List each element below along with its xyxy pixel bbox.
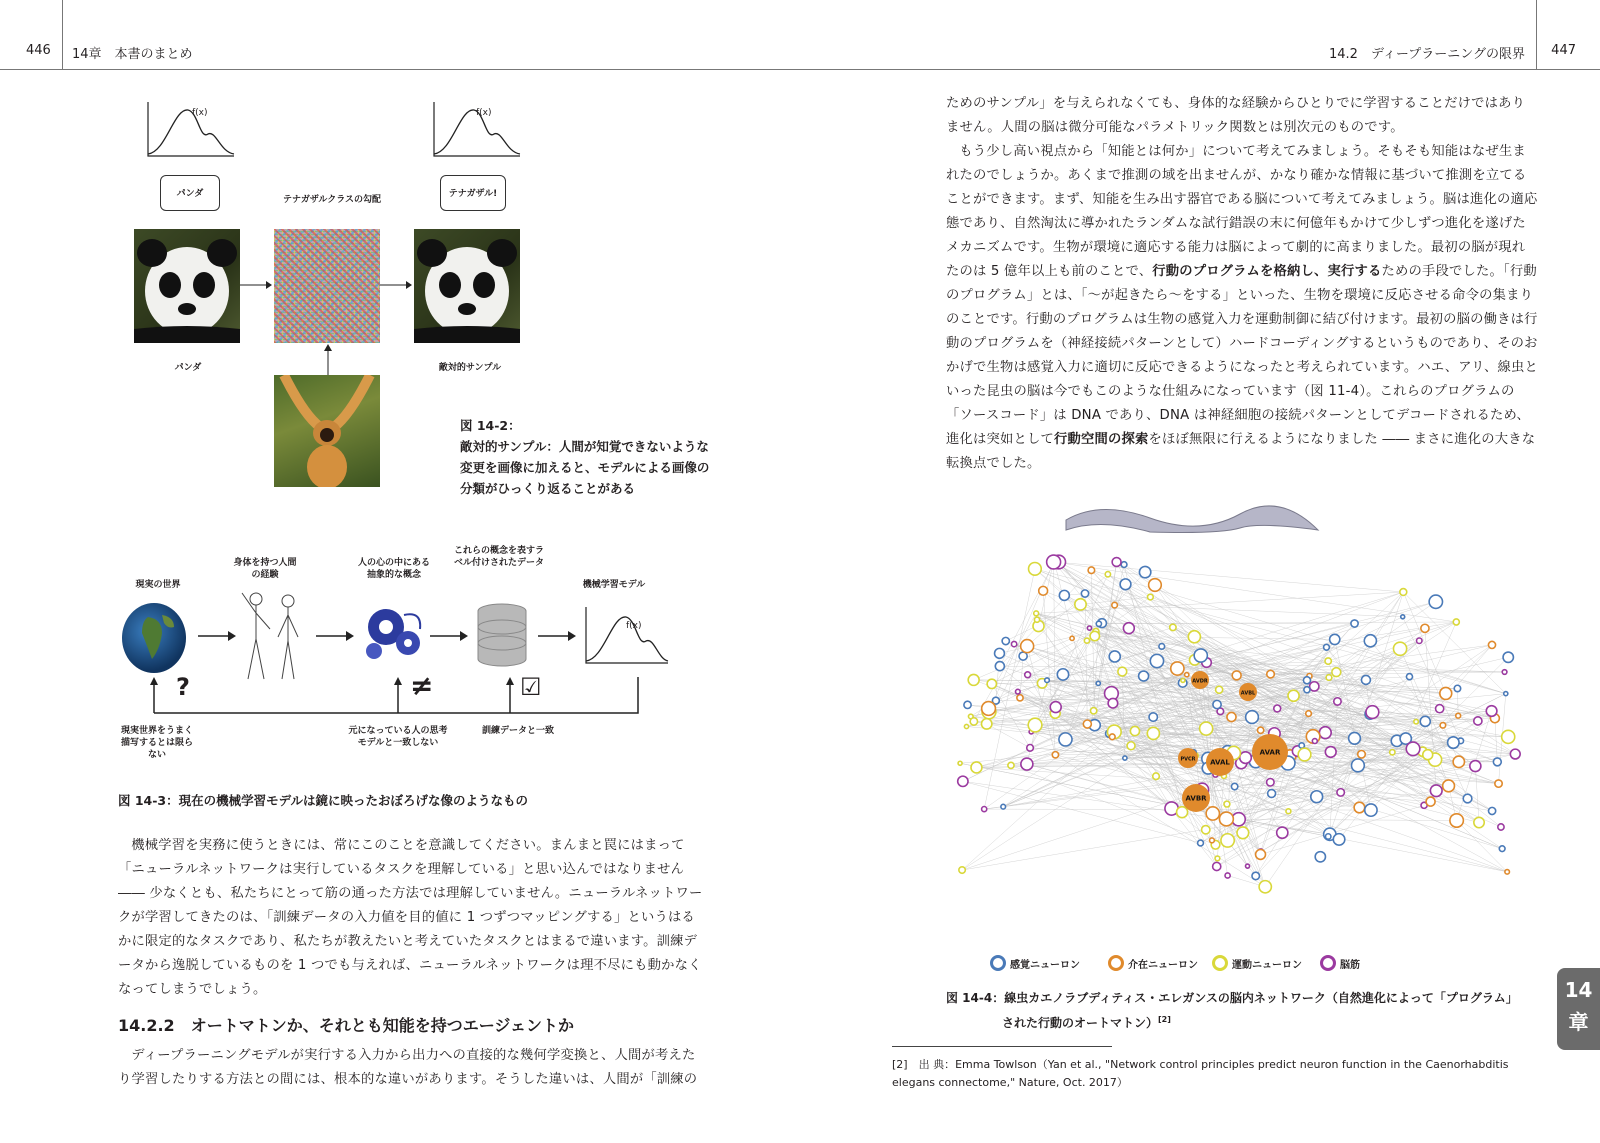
bold-behavior-space: 行動空間の探索 (1053, 432, 1149, 447)
figure-14-2-caption: 図 14-2： 敵対的サンプル：人間が知覚できないような変更を画像に加えると、モデルによる画像の分類がひっくり返ることがある (460, 418, 710, 496)
network-node (1118, 667, 1127, 676)
network-node (1008, 762, 1014, 768)
network-node (995, 648, 1005, 658)
network-node (1011, 641, 1016, 646)
network-node (1252, 872, 1260, 880)
network-node (1274, 705, 1281, 712)
network-node (1159, 644, 1165, 650)
network-node (1224, 801, 1230, 807)
network-node (1096, 681, 1100, 685)
network-node (1083, 720, 1091, 728)
legend-muscle: 脳筋 (1320, 955, 1360, 971)
network-node (1406, 742, 1420, 756)
network-node (964, 701, 971, 708)
network-node (1219, 812, 1233, 826)
network-node (1108, 698, 1118, 708)
network-node (1333, 834, 1345, 846)
network-node (1240, 752, 1252, 764)
network-node (1237, 827, 1249, 839)
gibbon-image (274, 375, 380, 487)
network-node (1286, 809, 1291, 814)
network-node (1259, 881, 1271, 893)
panda-image (134, 229, 240, 343)
network-node (1215, 856, 1220, 861)
network-node (1306, 711, 1312, 717)
network-node (1311, 791, 1323, 803)
network-node (1426, 797, 1435, 806)
network-node (1498, 824, 1504, 830)
network-node (1029, 562, 1042, 575)
left-chapter-title: 14章 本書のまとめ (72, 47, 193, 62)
check-icon: ☑ (520, 673, 542, 701)
label-match-training: 訓練データと一致 (481, 726, 554, 736)
figure-14-3-caption: 図 14-3：現在の機械学習モデルは鏡に映ったおぼろげな像のようなもの (118, 793, 529, 808)
footnote-rule (892, 1046, 1112, 1047)
network-node (1090, 631, 1099, 640)
network-node (1443, 780, 1455, 792)
network-node (1150, 654, 1163, 667)
network-node (1267, 778, 1275, 786)
network-node (1400, 589, 1407, 596)
worm-image (1060, 496, 1320, 546)
network-node (1488, 641, 1495, 648)
network-node (1365, 804, 1377, 816)
network-node (1315, 852, 1325, 862)
network-node (1393, 642, 1406, 655)
network-node (1123, 623, 1134, 634)
label-real-world: 現実の世界 (135, 580, 181, 590)
bold-behavior-program: 行動のプログラムを格納し、実行する (1152, 264, 1382, 279)
network-node (1417, 638, 1423, 644)
bubble-gibbon: テナガザル! (440, 175, 506, 211)
network-node (1502, 730, 1515, 743)
neural-network-graph (940, 552, 1540, 932)
network-node (1505, 870, 1510, 875)
network-node (1406, 674, 1412, 680)
right-header (800, 0, 1600, 70)
network-node (1216, 686, 1223, 693)
network-node (1463, 794, 1472, 803)
network-node (1147, 727, 1159, 739)
network-node (1510, 749, 1520, 759)
footnote-text: [2] 出 典：Emma Towlson（Yan et al., "Network control principles predict neuron function in the Caenorhabditis elegans connectome," Nature, Oct. 2017） (892, 1058, 1509, 1089)
network-node (1351, 620, 1358, 627)
network-node (1354, 802, 1365, 813)
network-node (1489, 807, 1496, 814)
network-node (1109, 734, 1115, 740)
network-node (1139, 566, 1150, 577)
network-node (1130, 726, 1139, 735)
network-node (1364, 635, 1376, 647)
footnote-ref[interactable]: [2] (1158, 1015, 1171, 1024)
network-node (1332, 668, 1341, 677)
network-node (1267, 670, 1275, 678)
network-node (1084, 638, 1089, 643)
network-node (1059, 590, 1069, 600)
network-node (981, 719, 991, 729)
network-node (1127, 742, 1135, 750)
network-node (1334, 698, 1341, 705)
network-node (1303, 677, 1310, 684)
network-node (1096, 621, 1101, 626)
network-node (1015, 689, 1020, 694)
network-node (968, 674, 979, 685)
network-node (1401, 615, 1405, 619)
figure-14-4 (940, 496, 1540, 936)
network-node (959, 867, 965, 873)
network-node (1361, 675, 1370, 684)
network-node (1075, 599, 1086, 610)
right-paragraph-1: ためのサンプル」を与えられなくても、身体的な経験からひとりでに学習することだけではありません。人間の脳は微分可能なパラメトリック関数とは別次元のものです。 (946, 96, 1526, 135)
network-node (1423, 750, 1433, 760)
fx-graph-left (146, 100, 236, 160)
network-edges (960, 562, 1515, 887)
sensory-ring-icon (990, 955, 1006, 971)
network-node (1502, 670, 1507, 675)
network-node (1081, 590, 1088, 597)
bubble-panda: パンダ (160, 175, 220, 211)
network-node (1025, 672, 1031, 678)
feedback-lines (110, 673, 670, 717)
label-labeled-data: これらの概念を表すラベル付けされたデータ (453, 546, 544, 568)
network-node (1039, 586, 1048, 595)
network-node (1448, 737, 1460, 749)
gradient-noise-image (274, 229, 380, 343)
network-node (1325, 747, 1336, 758)
network-node (1171, 662, 1184, 675)
network-node (1470, 761, 1481, 772)
network-node (1326, 675, 1332, 681)
network-node (982, 807, 987, 812)
network-node (958, 761, 962, 765)
left-header (0, 0, 800, 70)
network-node (1147, 594, 1153, 600)
network-node (1450, 814, 1463, 827)
network-node (1149, 713, 1157, 721)
network-node (1454, 685, 1460, 691)
network-node (1268, 790, 1276, 798)
network-node (1325, 658, 1331, 664)
network-node (1088, 567, 1095, 574)
network-node (1474, 717, 1482, 725)
network-node (1021, 640, 1034, 653)
network-node (1045, 678, 1050, 683)
section-heading-14-2-2: 14.2.2 オートマトンか、それとも知能を持つエージェントか (118, 1016, 575, 1035)
network-node (1177, 807, 1188, 818)
network-node (1017, 695, 1023, 701)
network-node (1170, 624, 1176, 630)
network-node (958, 776, 968, 786)
network-node (1440, 723, 1446, 729)
label-mismatch-thought: 元になっている人の思考モデルと一致しない (348, 726, 448, 748)
network-node (1349, 732, 1361, 744)
network-node (970, 718, 977, 725)
network-node (987, 679, 996, 688)
network-node (1112, 558, 1121, 567)
network-node (1436, 705, 1444, 713)
figure-14-2 (110, 90, 720, 510)
network-node (1414, 719, 1419, 724)
left-page-number: 446 (26, 43, 51, 58)
network-node (1121, 562, 1127, 568)
network-node (1299, 743, 1304, 748)
hub-node-label: AVBL (1240, 690, 1256, 697)
network-node (1298, 748, 1311, 761)
network-node (1120, 579, 1131, 590)
network-node (1503, 652, 1513, 662)
network-node (1257, 727, 1263, 733)
hub-node-label: PVCR (1180, 756, 1196, 763)
hub-node-label: AVDR (1192, 678, 1208, 685)
network-node (1028, 718, 1042, 732)
network-legend (990, 955, 1530, 979)
not-equal-sign: ≠ (410, 669, 434, 702)
network-node (971, 762, 982, 773)
network-node (1440, 687, 1452, 699)
legend-inter: 介在ニューロン (1108, 955, 1198, 971)
network-node (1358, 750, 1366, 758)
label-panda: パンダ (174, 363, 202, 373)
network-node (1429, 595, 1442, 608)
network-node (1050, 702, 1061, 713)
right-page-number: 447 (1551, 43, 1576, 58)
network-node (1185, 673, 1189, 677)
network-node (1493, 758, 1501, 766)
fx-label-right: f(x) (476, 108, 492, 118)
network-node (1210, 838, 1215, 843)
network-node (1453, 619, 1459, 625)
network-node (1153, 773, 1160, 780)
network-node (1330, 634, 1340, 644)
network-node (1246, 711, 1259, 724)
network-node (1002, 637, 1009, 644)
network-node (1194, 649, 1207, 662)
network-node (1390, 750, 1395, 755)
figure-14-3 (110, 545, 720, 785)
right-paragraph-2: もう少し高い視点から「知能とは何か」について考えてみましょう。そもそも知能はなぜ生まれたのでしょうか。あくまで推測の域を出ませんが、かなり確かな情報に基づいて推測を立てることができます。まず、知能を生み出す器官である脳について考えてみましょう。脳は進化の適応態であり、自然淘汰に導かれたランダムな試行錯誤の末に何億年もかけて少しずつ進化を遂げたメカニズムです。生物が環境に適応する能力は脳によって劇的に高まりました。最初の脳が現れたのは 5 億年以上も前のことで、行動のプログラムを格納し、実行するための手段でした。「行動のプログラム」とは、「〜が起きたら〜をする」といった、生物を環境に反応させる命令の集まりのことです。行動のプログラムは生物の感覚入力を運動制御に結び付けます。最初の脳の働きは行動のプログラムを（神経接続パターンとして）ハードコーディングするというものであり、そのおかげで生物は感覚入力に適切に反応できるようになったと考えられています。ハエ、アリ、線虫といった昆虫の脳は今でもこのような仕組みになっています（図 11-4）。これらのプログラムの「ソースコード」は DNA であり、DNA は神経細胞の接続パターンとしてデコードされるため、進化は突如として行動空間の探索をほぼ無限に行えるようになりました ―― まさに進化の大きな転換点でした。 (946, 144, 1538, 471)
network-node (1059, 733, 1072, 746)
label-human-experience: 身体を持つ人間の経験 (233, 558, 297, 580)
legend-motor: 運動ニューロン (1212, 955, 1302, 971)
figure-14-4-caption: 図 14-4：線虫カエノラブディティス・エレガンスの脳内ネットワーク（自然進化によって「プログラム」 された行動のオートマトン）[2] (946, 991, 1518, 1030)
hub-node-label: AVAR (1259, 748, 1281, 757)
network-node (1337, 789, 1345, 797)
network-node (1206, 807, 1219, 820)
network-node (1139, 671, 1149, 681)
adversarial-panda-image (414, 229, 520, 343)
network-node (1277, 827, 1288, 838)
network-node (1324, 644, 1330, 650)
fx-label-model: f(x) (626, 621, 642, 631)
hub-node-label: AVBR (1185, 794, 1207, 803)
network-node (1001, 804, 1006, 809)
network-node (1430, 785, 1442, 797)
network-node (1310, 682, 1319, 691)
network-node (1181, 678, 1185, 682)
chapter-tab-number: 14 (1564, 978, 1593, 1002)
network-node (1221, 834, 1234, 847)
network-node (1227, 712, 1236, 721)
network-node (1420, 716, 1430, 726)
network-node (1149, 579, 1162, 592)
network-node (1200, 722, 1213, 735)
label-not-real-world: 現実世界をうまく描写するとは限らない (120, 726, 193, 760)
network-node (1421, 624, 1429, 632)
network-node (1495, 780, 1502, 787)
network-node (1486, 706, 1497, 717)
network-node (1504, 692, 1508, 696)
left-paragraph-2: ディープラーニングモデルが実行する入力から出力への直接的な幾何学変換と、人間が考えたり学習したりする方法との間には、根本的な違いがあります。そうした違いは、人間が「訓練の (118, 1048, 698, 1087)
human-figures-icon (234, 589, 310, 683)
network-node (1456, 713, 1461, 718)
right-section-title: 14.2 ディープラーニングの限界 (1329, 47, 1525, 62)
network-node (1351, 759, 1364, 772)
fx-label-left: f(x) (192, 108, 208, 118)
network-node (1198, 840, 1204, 846)
question-mark: ? (176, 673, 190, 701)
left-body-text-2 (118, 1044, 708, 1092)
network-node (1225, 873, 1230, 878)
network-node (1366, 706, 1379, 719)
chapter-tab[interactable] (1557, 968, 1600, 1050)
legend-sensory: 感覚ニューロン (990, 955, 1080, 971)
right-body-text (946, 92, 1538, 476)
network-node (1256, 849, 1266, 859)
network-node (1304, 687, 1310, 693)
network-node (982, 702, 996, 716)
network-node (1213, 700, 1221, 708)
network-node (1188, 631, 1200, 643)
muscle-ring-icon (1320, 955, 1336, 971)
gradient-label: テナガザルクラスの勾配 (283, 195, 381, 205)
network-node (1453, 756, 1464, 767)
network-node (1034, 617, 1039, 622)
network-node (1231, 783, 1237, 789)
network-node (1047, 555, 1061, 569)
network-node (1213, 862, 1221, 870)
network-node (1090, 708, 1096, 714)
network-node (1325, 834, 1330, 839)
network-node (1070, 636, 1074, 640)
label-adversarial: 敵対的サンプル (438, 363, 502, 373)
network-node (1319, 727, 1331, 739)
gears-icon (360, 601, 430, 667)
network-node (995, 662, 1004, 671)
chapter-tab-label: 章 (1568, 1010, 1589, 1034)
globe-icon (122, 603, 186, 673)
label-ml-model: 機械学習モデル (582, 580, 646, 590)
motor-ring-icon (1212, 955, 1228, 971)
hub-node-label: AVAL (1210, 758, 1230, 767)
network-node (964, 724, 968, 728)
network-node (1052, 752, 1058, 758)
network-node (1499, 846, 1505, 852)
left-paragraph-1: 機械学習を実務に使うときには、常にこのことを意識してください。まんまと罠にはまって「ニューラルネットワークは実行しているタスクを理解している」と思い込んではなりません ―― 少なくとも、私たちにとって筋の通った方法では理解していません。ニューラルネットワークが学習してきたのは、「訓練データの入力値を目的値に 1 つずつマッピングする」というはるかに限定的なタスクであり、私たちが教えたいと考えていたタスクとはまるで違います。訓練データから逸脱しているものを 1 つでも与えれば、ニューラルネットワークは理不尽にも動かなくなってしまうでしょう。 (118, 838, 703, 997)
network-node (1474, 817, 1484, 827)
network-node (1027, 745, 1034, 752)
database-icon (474, 601, 530, 673)
network-node (1202, 826, 1210, 834)
network-node (1232, 671, 1241, 680)
network-node (1123, 756, 1127, 760)
network-node (1087, 626, 1091, 630)
fx-graph-model (584, 605, 670, 667)
network-node (1057, 669, 1068, 680)
network-node (1288, 690, 1299, 701)
inter-ring-icon (1108, 955, 1124, 971)
left-body-text (118, 834, 708, 1002)
network-node (1112, 602, 1118, 608)
label-abstract-concepts: 人の心の中にある抽象的な概念 (357, 558, 430, 580)
network-node (1021, 758, 1033, 770)
network-node (1109, 651, 1120, 662)
network-node (1312, 739, 1317, 744)
network-node (1034, 611, 1039, 616)
network-node (1105, 572, 1110, 577)
network-node (1245, 864, 1249, 868)
